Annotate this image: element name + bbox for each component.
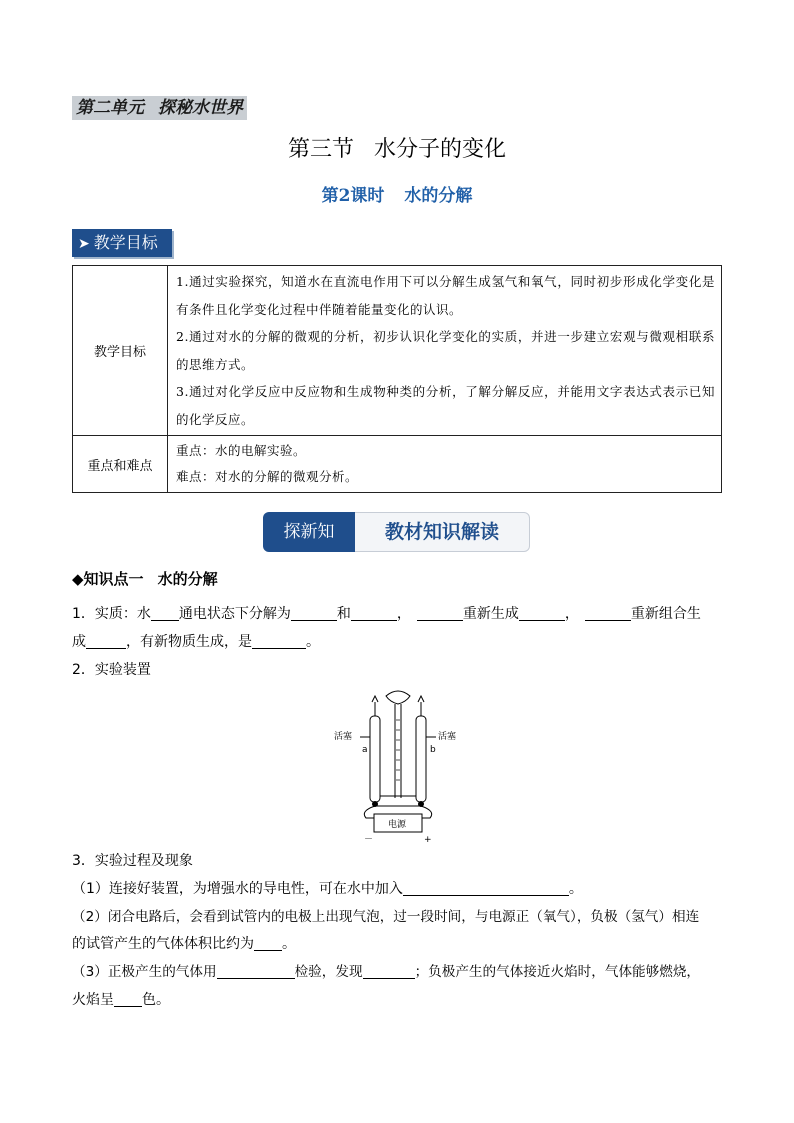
text: （3）正极产生的气体用 [72, 964, 217, 980]
knowledge-banner [263, 512, 531, 552]
knowledge-point-label: 知识点一 [83, 570, 144, 588]
goals-row-label: 教学目标 [73, 266, 168, 436]
goal-item: 3.通过对化学反应中反应物和生成物种类的分析，了解分解反应，并能用文字表达式表示已知的化学反应。 [176, 384, 715, 427]
text: 成 [72, 634, 86, 650]
answer-blank[interactable] [291, 604, 337, 621]
difficulty-item: 难点：对水的分解的微观分析。 [176, 469, 359, 484]
lesson-title [0, 184, 794, 208]
banner-right-label: 教材知识解读 [355, 512, 530, 552]
text: 火焰呈 [72, 992, 114, 1008]
section-title [0, 136, 794, 164]
text: 色。 [142, 992, 170, 1008]
answer-blank[interactable] [254, 934, 282, 951]
power-label: 电源 [388, 820, 407, 830]
text: 的试管产生的气体体积比约为 [72, 936, 254, 952]
item3-1 [72, 878, 732, 900]
tube-b-label: b [430, 745, 436, 755]
answer-blank[interactable] [217, 962, 295, 979]
goals-row-content [168, 266, 722, 436]
unit-label: 第二单元 [76, 98, 144, 118]
table-row [73, 266, 722, 436]
answer-blank[interactable] [417, 604, 463, 621]
focus-row-content [168, 436, 722, 493]
text: （1）连接好装置，为增强水的导电性，可在水中加入 [72, 881, 403, 897]
section-number: 第三节 [287, 137, 354, 162]
item2-title: 2．实验装置 [72, 662, 151, 678]
triangle-arrow-icon: ➤ [78, 236, 90, 252]
answer-blank[interactable] [585, 604, 631, 621]
answer-blank[interactable] [114, 990, 142, 1007]
text: 重新组合生 [630, 606, 701, 622]
unit-tag [72, 96, 247, 120]
text: 。 [306, 634, 320, 650]
electrolysis-apparatus-diagram [330, 686, 466, 844]
diamond-bullet-icon: ◆ [72, 570, 84, 588]
text: 和 [336, 606, 351, 622]
item1-line1 [72, 603, 732, 625]
item3-3-line2 [72, 989, 732, 1011]
answer-blank[interactable] [519, 604, 565, 621]
banner-left-label: 探新知 [263, 512, 355, 552]
stopcock-right-label: 活塞 [438, 732, 457, 742]
table-row [73, 436, 722, 493]
text: ，有新物质生成，是 [126, 634, 252, 650]
item3-title: 3．实验过程及现象 [72, 853, 193, 869]
text: ， [564, 606, 579, 622]
text: 重新生成 [462, 606, 519, 622]
section-name: 水分子的变化 [374, 137, 507, 162]
funnel [386, 691, 410, 704]
answer-blank[interactable] [252, 632, 306, 649]
answer-blank[interactable] [363, 962, 415, 979]
stopcock-left-label: 活塞 [334, 732, 353, 742]
text: ；负极产生的气体接近火焰时，气体能够燃烧， [414, 964, 701, 980]
answer-blank[interactable] [351, 604, 397, 621]
text: 。 [568, 881, 583, 897]
goals-table [72, 265, 722, 493]
text: 1．实质：水 [72, 606, 151, 622]
goal-item: 2.通过对水的分解的微观的分析，初步认识化学变化的实质，并进一步建立宏观与微观相联系的思维方式。 [176, 329, 715, 372]
answer-blank[interactable] [403, 879, 569, 896]
focus-item: 重点：水的电解实验。 [176, 443, 307, 458]
answer-blank[interactable] [151, 604, 179, 621]
answer-blank[interactable] [86, 632, 126, 649]
plus-label: + [424, 835, 432, 844]
minus-label: － [364, 835, 374, 844]
focus-row-label: 重点和难点 [73, 436, 168, 493]
knowledge-point-heading [72, 568, 218, 590]
tube-a-label: a [362, 745, 368, 755]
item3-2-line2 [72, 933, 732, 955]
tube-a [370, 716, 380, 802]
text: 检验，发现 [294, 964, 363, 980]
teaching-goals-badge [72, 229, 172, 257]
knowledge-point-name: 水的分解 [157, 570, 218, 588]
goal-item: 1.通过实验探究，知道水在直流电作用下可以分解生成氢气和氧气，同时初步形成化学变化是有条件且化学变化过程中伴随着能量变化的认识。 [176, 274, 715, 317]
tube-b [416, 716, 426, 802]
item1-line2 [72, 631, 732, 653]
lesson-name: 水的分解 [404, 186, 473, 206]
lesson-number: 第2课时 [321, 186, 385, 206]
item3-2-line1: （2）闭合电路后，会看到试管内的电极上出现气泡，过一段时间，与电源正（氧气），负极（氢气）相连 [72, 909, 700, 925]
text: 通电状态下分解为 [178, 606, 291, 622]
teaching-goals-label: 教学目标 [93, 233, 158, 252]
text: 。 [282, 936, 296, 952]
item3-3-line1 [72, 961, 732, 983]
unit-name: 探秘水世界 [158, 98, 243, 118]
text: ， [396, 606, 411, 622]
